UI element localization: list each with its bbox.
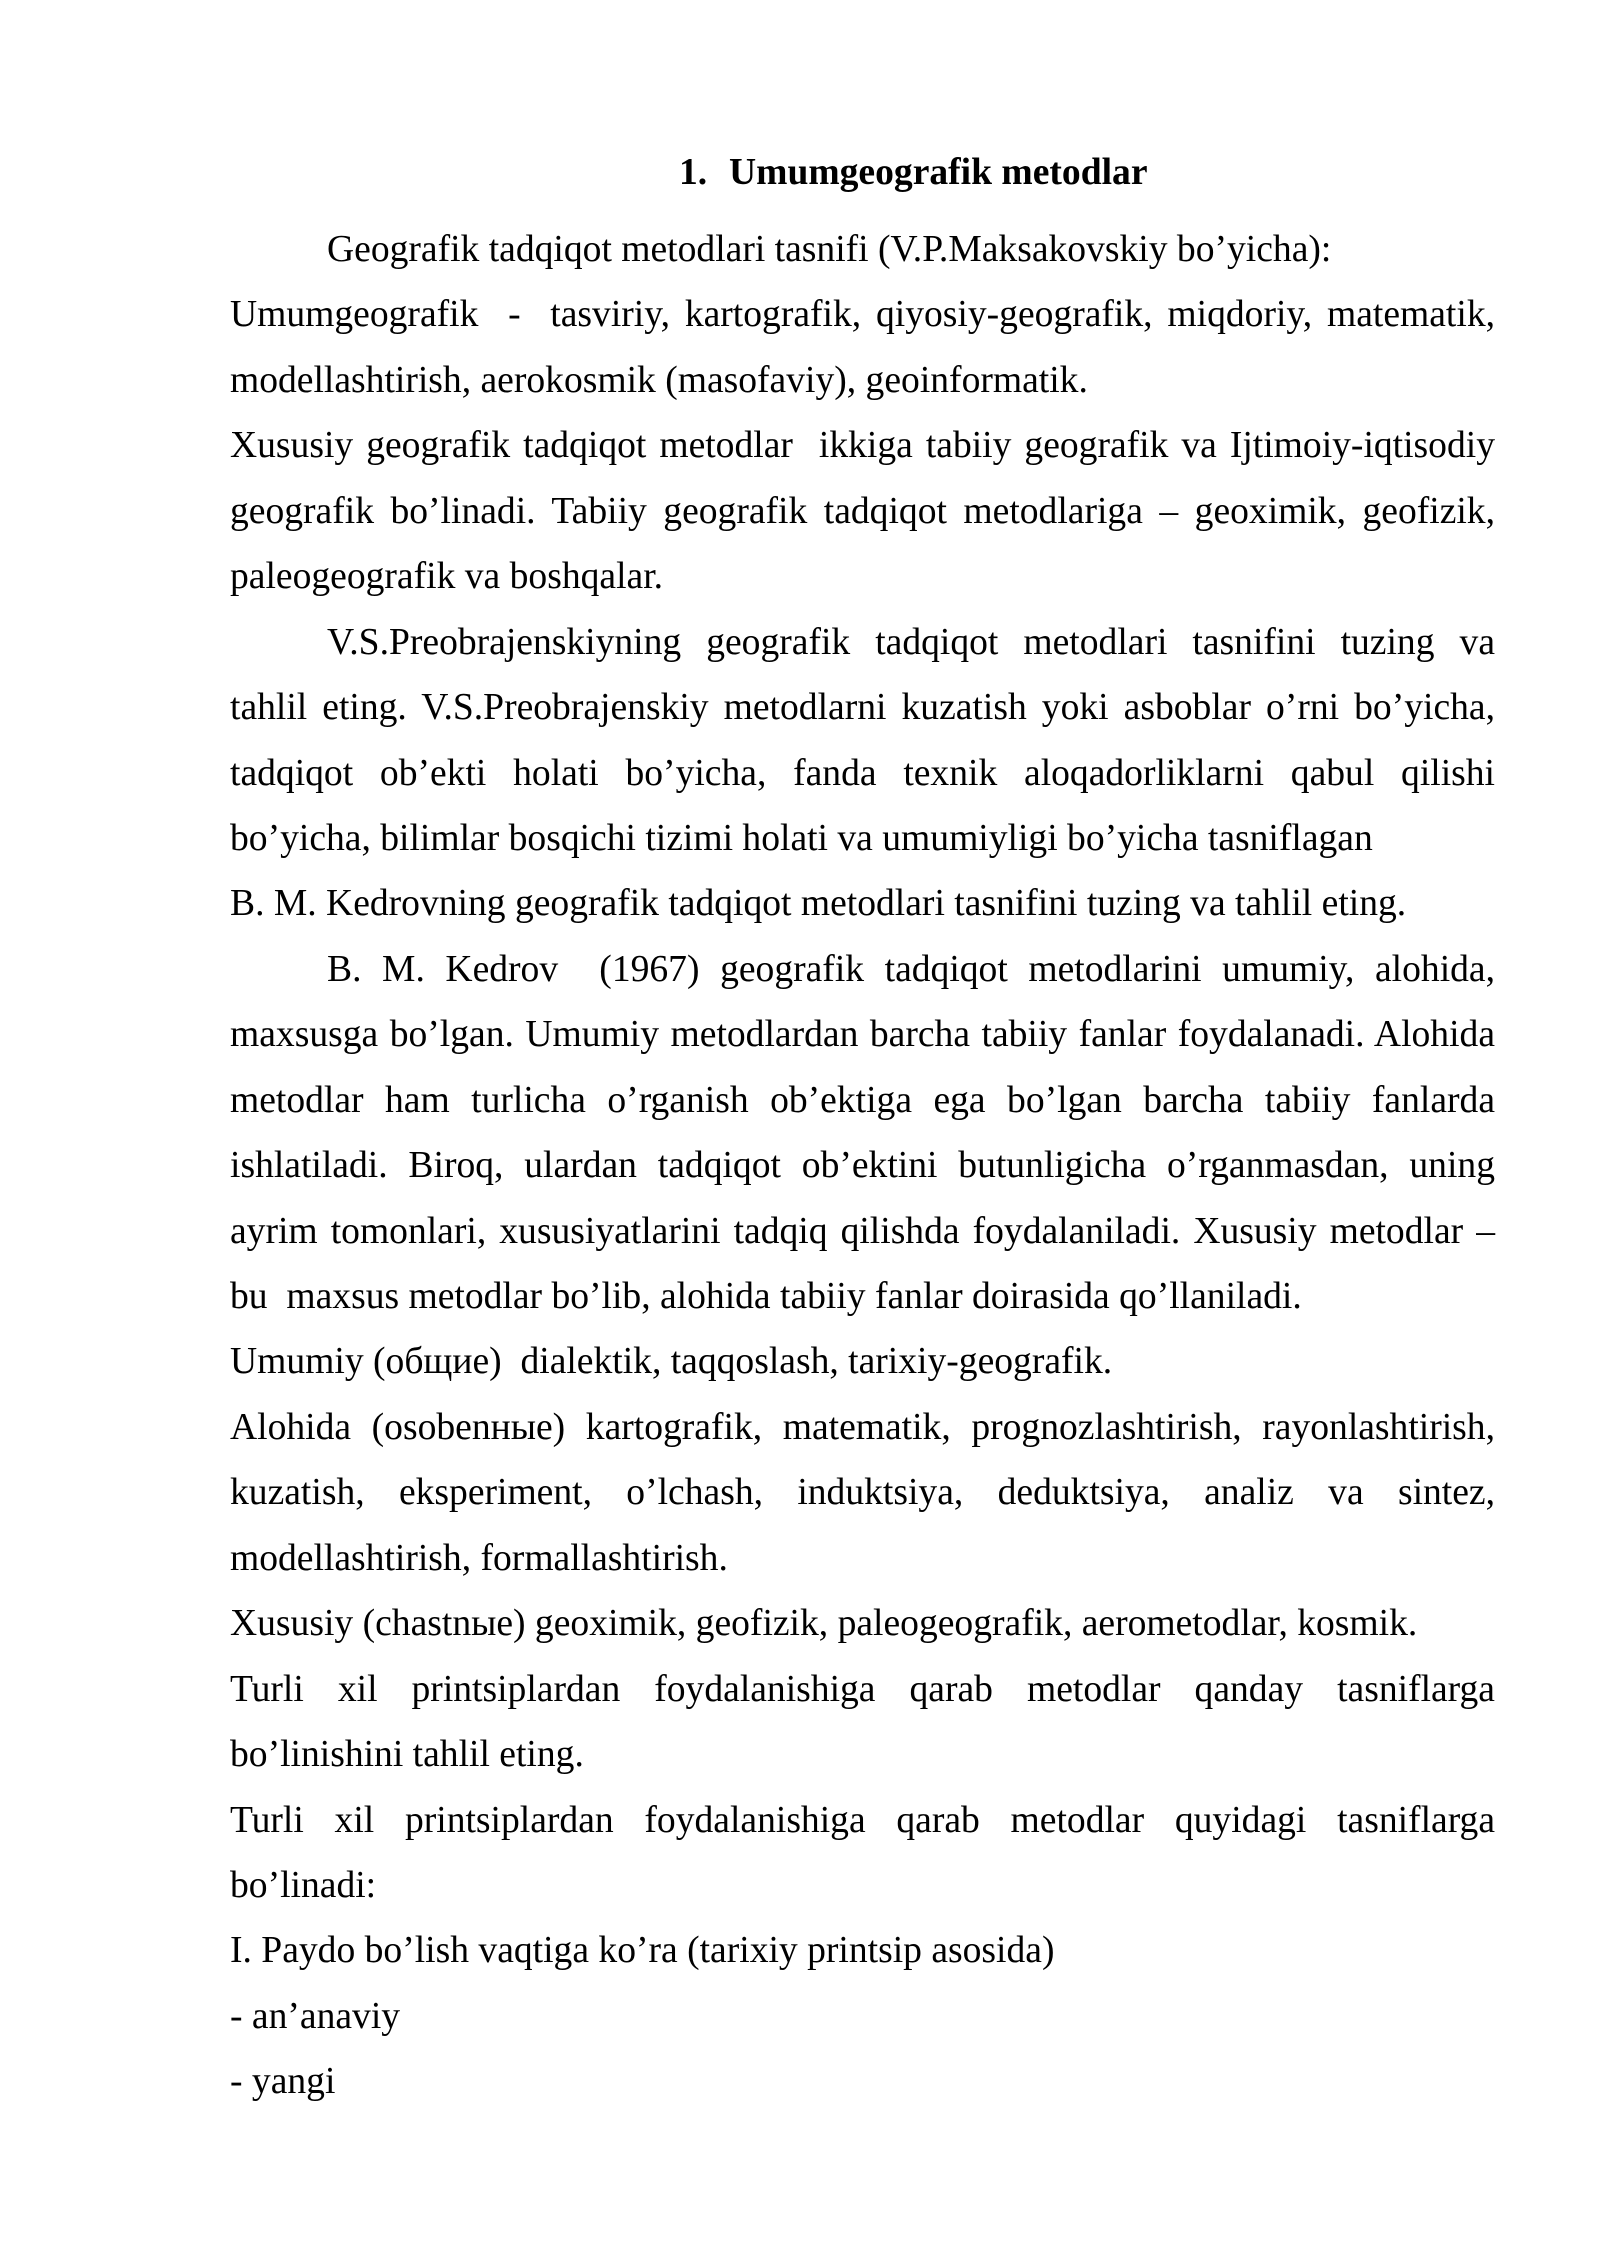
paragraph <box>230 282 1495 413</box>
paragraph <box>230 1591 1495 1656</box>
text-line: Alohida (osobenные) kartografik, matematik, prognozlashtirish, rayonlashtirish, <box>230 1406 1495 1448</box>
text-line: B. M. Kedrov (1967) geografik tadqiqot metodlarini umumiy, alohida, <box>327 948 1495 990</box>
text-line: Turli xil printsiplardan foydalanishiga qarab metodlar quyidagi tasniflarga <box>230 1799 1495 1841</box>
paragraph <box>230 413 1495 609</box>
list-item <box>230 2049 1495 2114</box>
text-line: maxsusga bo’lgan. Umumiy metodlardan barcha tabiiy fanlar foydalanadi. Alohida <box>230 1014 1495 1056</box>
section-title <box>679 140 1148 205</box>
text-line: - an’anaviy <box>230 1995 401 2037</box>
text-line: paleogeografik va boshqalar. <box>230 556 664 598</box>
text-line: tahlil eting. V.S.Preobrajenskiy metodlarni kuzatish yoki asboblar o’rni bo’yicha, <box>230 687 1495 729</box>
text-line: Geografik tadqiqot metodlari tasnifi (V.P.Maksakovskiy bo’yicha): <box>327 229 1332 270</box>
paragraph <box>230 1788 1495 1919</box>
text-line: Turli xil printsiplardan foydalanishiga qarab metodlar qanday tasniflarga <box>230 1668 1495 1710</box>
text-line: bo’linadi: <box>230 1864 377 1906</box>
paragraph <box>230 871 1495 936</box>
list-item <box>230 1984 1495 2049</box>
section-title-text: Umumgeografik metodlar <box>729 152 1148 193</box>
text-line: Xususiy (chastnые) geoximik, geofizik, paleogeografik, aerometodlar, kosmik. <box>230 1603 1418 1645</box>
paragraph <box>230 937 1495 1330</box>
text-line: Umumgeografik - tasviriy, kartografik, qiyosiy-geografik, miqdoriy, matematik, <box>230 294 1495 336</box>
section-number: 1. <box>679 152 708 193</box>
text-line: bo’yicha, bilimlar bosqichi tizimi holati va umumiyligi bo’yicha tasniflagan <box>230 817 1373 859</box>
text-line: V.S.Preobrajenskiyning geografik tadqiqot metodlari tasnifini tuzing va <box>327 621 1495 663</box>
text-line: modellashtirish, aerokosmik (masofaviy), geoinformatik. <box>230 359 1088 401</box>
paragraph <box>230 1918 1495 1983</box>
text-line: geografik bo’linadi. Tabiiy geografik tadqiqot metodlariga – geoximik, geofizik, <box>230 490 1495 532</box>
text-line: - yangi <box>230 2061 336 2103</box>
paragraph <box>230 1657 1495 1788</box>
paragraph <box>230 1395 1495 1591</box>
paragraph <box>230 217 1495 282</box>
paragraph <box>230 610 1495 872</box>
text-line: tadqiqot ob’ekti holati bo’yicha, fanda texnik aloqadorliklarni qabul qilishi <box>230 752 1495 794</box>
text-line: B. M. Kedrovning geografik tadqiqot metodlari tasnifini tuzing va tahlil eting. <box>230 883 1407 925</box>
text-line: bu maxsus metodlar bo’lib, alohida tabiiy fanlar doirasida qo’llaniladi. <box>230 1276 1302 1317</box>
text-line: I. Paydo bo’lish vaqtiga ko’ra (tarixiy printsip asosida) <box>230 1930 1055 1972</box>
text-line: Umumiy (общие) dialektik, taqqoslash, tarixiy-geografik. <box>230 1341 1113 1383</box>
text-line: ishlatiladi. Biroq, ulardan tadqiqot ob’ektini butunligicha o’rganmasdan, uning <box>230 1145 1495 1187</box>
text-line: ayrim tomonlari, xususiyatlarini tadqiq qilishda foydalaniladi. Xususiy metodlar – <box>230 1210 1495 1252</box>
text-line: kuzatish, eksperiment, o’lchash, induktsiya, deduktsiya, analiz va sintez, <box>230 1472 1495 1514</box>
document-body <box>230 217 1495 2115</box>
text-line: metodlar ham turlicha o’rganish ob’ektiga ega bo’lgan barcha tabiiy fanlarda <box>230 1079 1495 1121</box>
text-line: modellashtirish, formallashtirish. <box>230 1537 728 1579</box>
text-line: bo’linishini tahlil eting. <box>230 1734 584 1776</box>
paragraph <box>230 1329 1495 1394</box>
text-line: Xususiy geografik tadqiqot metodlar ikkiga tabiiy geografik va Ijtimoiy-iqtisodiy <box>230 425 1495 467</box>
